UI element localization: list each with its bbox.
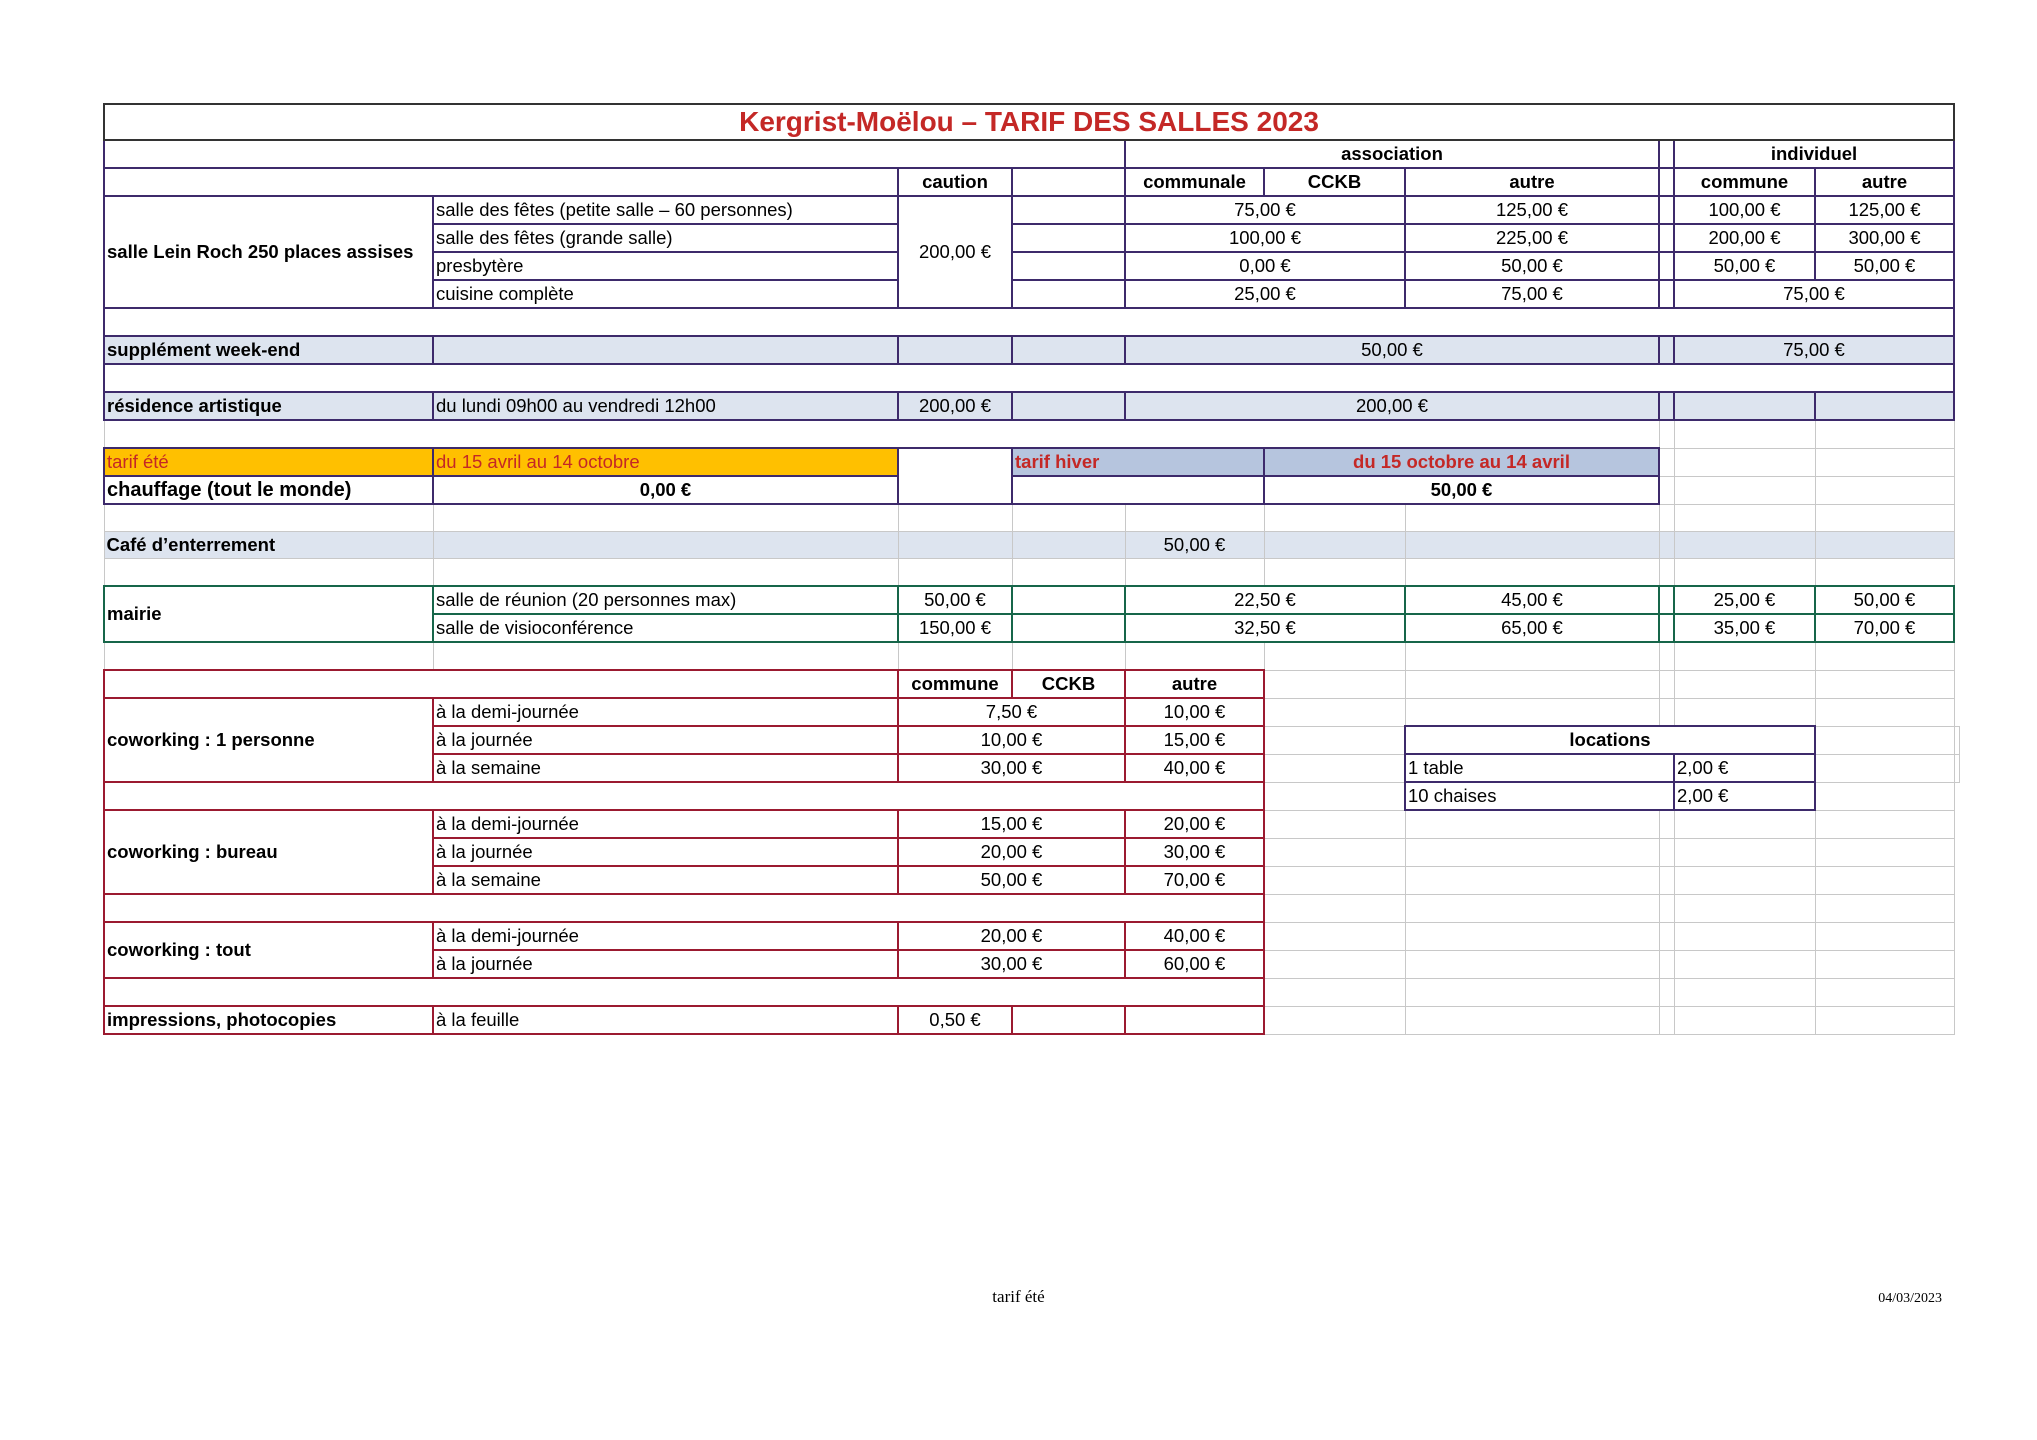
price-ind-commune: 100,00 €	[1674, 196, 1815, 224]
spacer-row	[104, 642, 1959, 670]
price-communale: 100,00 €	[1125, 224, 1405, 252]
price-autre: 40,00 €	[1125, 754, 1264, 782]
chauffage-row	[104, 476, 1959, 504]
price-autre: 50,00 €	[1405, 252, 1659, 280]
price-communale: 75,00 €	[1125, 196, 1405, 224]
price-autre: 60,00 €	[1125, 950, 1264, 978]
spacer-row	[104, 978, 1959, 1006]
price-autre: 65,00 €	[1405, 614, 1659, 642]
period-name: à la semaine	[433, 754, 898, 782]
room-name: presbytère	[433, 252, 898, 280]
price-ind-commune: 200,00 €	[1674, 224, 1815, 252]
table-row	[104, 698, 1959, 726]
period-name: à la journée	[433, 726, 898, 754]
chauffage-ete: 0,00 €	[433, 476, 898, 504]
caution-value: 50,00 €	[898, 586, 1012, 614]
residence-association: 200,00 €	[1125, 392, 1659, 420]
price-commune-cckb: 20,00 €	[898, 838, 1125, 866]
table-row	[104, 922, 1959, 950]
price-individuel: 75,00 €	[1674, 280, 1954, 308]
price-autre: 10,00 €	[1125, 698, 1264, 726]
spacer-row	[104, 308, 1959, 336]
price-ind-autre: 50,00 €	[1815, 252, 1954, 280]
price-commune-cckb: 20,00 €	[898, 922, 1125, 950]
table-row	[104, 392, 1959, 420]
table-row	[104, 1006, 1959, 1034]
footer-date: 04/03/2023	[1878, 1291, 1942, 1306]
table-row	[104, 336, 1959, 364]
title-row	[104, 104, 1959, 140]
price-commune-cckb: 15,00 €	[898, 810, 1125, 838]
cafe-label: Café d’enterrement	[104, 532, 433, 559]
header-cw-cckb: CCKB	[1012, 670, 1125, 698]
residence-label: résidence artistique	[104, 392, 433, 420]
price-autre: 125,00 €	[1405, 196, 1659, 224]
table-row	[104, 810, 1959, 838]
impressions-unit: à la feuille	[433, 1006, 898, 1034]
price-ind-commune: 50,00 €	[1674, 252, 1815, 280]
table-row	[104, 532, 1959, 559]
spacer-row	[104, 559, 1959, 587]
residence-period: du lundi 09h00 au vendredi 12h00	[433, 392, 898, 420]
weekend-association: 50,00 €	[1125, 336, 1659, 364]
caution-value: 200,00 €	[898, 196, 1012, 308]
price-commune-cckb: 7,50 €	[898, 698, 1125, 726]
period-name: à la demi-journée	[433, 810, 898, 838]
header-communale: communale	[1125, 168, 1264, 196]
price-commune-cckb: 10,00 €	[898, 726, 1125, 754]
footer-sheet-name: tarif été	[992, 1287, 1045, 1306]
impressions-price: 0,50 €	[898, 1006, 1012, 1034]
group-label-coworking-1: coworking : 1 personne	[104, 698, 433, 782]
price-autre: 30,00 €	[1125, 838, 1264, 866]
tarif-ete-label: tarif été	[104, 448, 433, 476]
period-name: à la journée	[433, 950, 898, 978]
cafe-price: 50,00 €	[1125, 532, 1264, 559]
table-row	[104, 196, 1959, 224]
page-title: Kergrist-Moëlou – TARIF DES SALLES 2023	[104, 104, 1954, 140]
location-price: 2,00 €	[1674, 754, 1815, 782]
price-ind-autre: 70,00 €	[1815, 614, 1954, 642]
price-ind-commune: 35,00 €	[1674, 614, 1815, 642]
group-label-mairie: mairie	[104, 586, 433, 642]
price-ind-commune: 25,00 €	[1674, 586, 1815, 614]
header-autre: autre	[1405, 168, 1659, 196]
residence-caution: 200,00 €	[898, 392, 1012, 420]
table-row	[104, 586, 1959, 614]
tarif-ete-period: du 15 avril au 14 octobre	[433, 448, 898, 476]
header-individuel: individuel	[1674, 140, 1954, 168]
room-name: salle des fêtes (petite salle – 60 personnes)	[433, 196, 898, 224]
locations-title: locations	[1405, 726, 1815, 754]
group-label-coworking-bureau: coworking : bureau	[104, 810, 433, 894]
group-header-row	[104, 140, 1959, 168]
weekend-label: supplément week-end	[104, 336, 433, 364]
room-name: salle de réunion (20 personnes max)	[433, 586, 898, 614]
price-commune-cckb: 30,00 €	[898, 754, 1125, 782]
period-name: à la demi-journée	[433, 698, 898, 726]
header-cw-autre: autre	[1125, 670, 1264, 698]
room-name: cuisine complète	[433, 280, 898, 308]
season-row	[104, 448, 1959, 476]
spacer-row	[104, 364, 1959, 392]
tarif-hiver-period: du 15 octobre au 14 avril	[1264, 448, 1659, 476]
header-association: association	[1125, 140, 1659, 168]
price-commune-cckb: 30,00 €	[898, 950, 1125, 978]
price-ind-autre: 300,00 €	[1815, 224, 1954, 252]
price-communale: 32,50 €	[1125, 614, 1405, 642]
header-cckb: CCKB	[1264, 168, 1405, 196]
price-autre: 40,00 €	[1125, 922, 1264, 950]
header-caution: caution	[898, 168, 1012, 196]
coworking-header-row	[104, 670, 1959, 698]
period-name: à la demi-journée	[433, 922, 898, 950]
spacer-row	[104, 420, 1959, 448]
price-autre: 225,00 €	[1405, 224, 1659, 252]
price-communale: 25,00 €	[1125, 280, 1405, 308]
room-name: salle de visioconférence	[433, 614, 898, 642]
column-header-row	[104, 168, 1959, 196]
weekend-individuel: 75,00 €	[1674, 336, 1954, 364]
price-ind-autre: 125,00 €	[1815, 196, 1954, 224]
impressions-label: impressions, photocopies	[104, 1006, 433, 1034]
caution-value: 150,00 €	[898, 614, 1012, 642]
header-ind-commune: commune	[1674, 168, 1815, 196]
location-item: 1 table	[1405, 754, 1674, 782]
price-autre: 70,00 €	[1125, 866, 1264, 894]
price-autre: 75,00 €	[1405, 280, 1659, 308]
room-name: salle des fêtes (grande salle)	[433, 224, 898, 252]
location-item: 10 chaises	[1405, 782, 1674, 810]
period-name: à la semaine	[433, 866, 898, 894]
price-commune-cckb: 50,00 €	[898, 866, 1125, 894]
spacer-row	[104, 504, 1959, 532]
header-ind-autre: autre	[1815, 168, 1954, 196]
group-label-coworking-tout: coworking : tout	[104, 922, 433, 978]
price-autre: 45,00 €	[1405, 586, 1659, 614]
tariff-table	[103, 103, 1960, 1035]
tarif-hiver-label: tarif hiver	[1012, 448, 1264, 476]
header-cw-commune: commune	[898, 670, 1012, 698]
spacer-row	[104, 894, 1959, 922]
price-communale: 22,50 €	[1125, 586, 1405, 614]
price-ind-autre: 50,00 €	[1815, 586, 1954, 614]
price-autre: 15,00 €	[1125, 726, 1264, 754]
spacer-row	[104, 782, 1959, 810]
price-communale: 0,00 €	[1125, 252, 1405, 280]
period-name: à la journée	[433, 838, 898, 866]
location-price: 2,00 €	[1674, 782, 1815, 810]
price-autre: 20,00 €	[1125, 810, 1264, 838]
chauffage-label: chauffage (tout le monde)	[104, 476, 433, 504]
chauffage-hiver: 50,00 €	[1264, 476, 1659, 504]
group-label-lein-roch: salle Lein Roch 250 places assises	[104, 196, 433, 308]
